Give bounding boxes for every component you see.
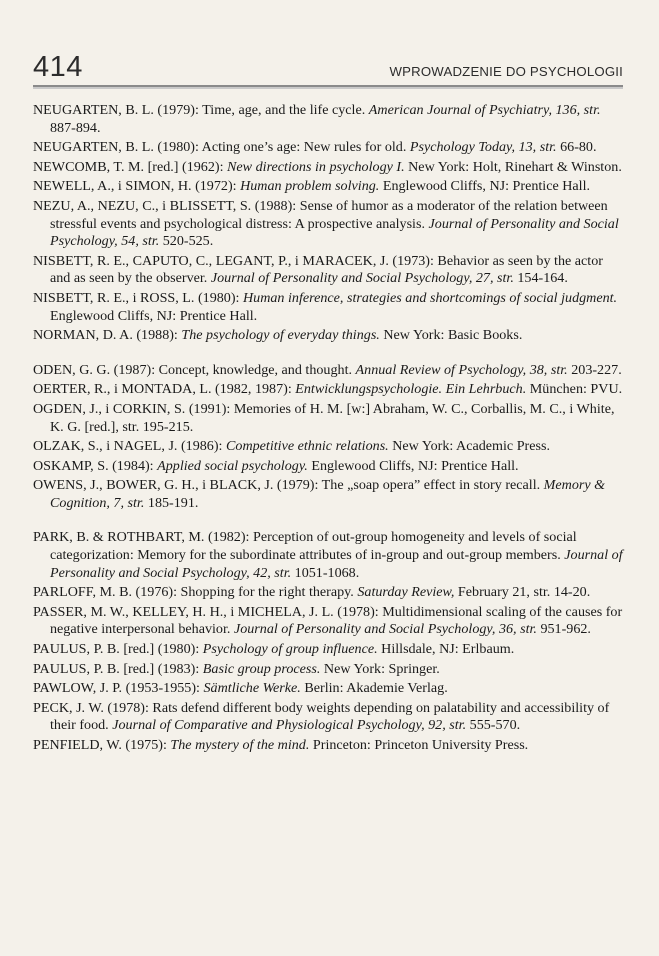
reference-title: Journal of Personality and Social Psychology, 27, str.	[210, 270, 514, 287]
reference-text: Princeton: Princeton University Press.	[309, 737, 529, 753]
reference-text: PAULUS, P. B. [red.] (1983):	[33, 660, 203, 677]
reference-entry	[33, 604, 623, 639]
reference-text: PASSER, M. W., KELLEY, H. H., i MICHELA, J. L. (1978): Multidimensional scaling of the causes for negative interpersonal behavior.	[33, 603, 623, 638]
reference-text: PAWLOW, J. P. (1953-1955):	[33, 680, 204, 697]
reference-text: OWENS, J., BOWER, G. H., i BLACK, J. (1979): The „soap opera” effect in story recall.	[33, 477, 544, 494]
reference-text: ODEN, G. G. (1987): Concept, knowledge, and thought.	[33, 361, 356, 378]
reference-text: NISBETT, R. E., i ROSS, L. (1980):	[33, 289, 243, 306]
reference-title: Journal of Personality and Social Psychology, 36, str.	[233, 621, 537, 638]
reference-entry	[33, 641, 623, 659]
reference-title: Annual Review of Psychology, 38, str.	[355, 361, 568, 378]
book-page	[33, 52, 623, 757]
reference-title: New directions in psychology I.	[227, 158, 405, 175]
reference-entry	[33, 327, 623, 345]
reference-text: 951-962.	[536, 621, 591, 638]
reference-text: 555-570.	[466, 717, 521, 734]
reference-title: Basic group process.	[202, 660, 321, 677]
reference-text: Hillsdale, NJ: Erlbaum.	[377, 641, 515, 658]
page-number: 414	[33, 51, 83, 83]
reference-text: PENFIELD, W. (1975):	[33, 737, 171, 753]
reference-title: Journal of Personality and Social Psychology, 42, str.	[50, 547, 623, 581]
reference-text: NEWCOMB, T. M. [red.] (1962):	[33, 158, 228, 175]
reference-entry	[33, 139, 623, 157]
reference-entry	[33, 290, 623, 325]
reference-title: Journal of Comparative and Physiological Psychology, 92, str.	[112, 717, 467, 734]
reference-text: Englewood Cliffs, NJ: Prentice Hall.	[379, 178, 591, 195]
reference-title: Sämtliche Werke.	[203, 680, 301, 697]
reference-entry	[33, 700, 623, 735]
reference-text: New York: Springer.	[320, 660, 440, 677]
reference-entry	[33, 584, 623, 602]
reference-text: New York: Basic Books.	[379, 327, 523, 344]
reference-title: Psychology Today, 13, str.	[409, 139, 557, 156]
reference-title: Memory & Cognition, 7, str.	[50, 477, 606, 511]
reference-entry	[33, 477, 623, 512]
reference-title: American Journal of Psychiatry, 136, str.	[368, 102, 601, 118]
reference-title: Journal of Personality and Social Psychology, 54, str.	[50, 215, 619, 250]
reference-text: 66-80.	[556, 139, 597, 156]
reference-title: Saturday Review,	[357, 584, 455, 601]
reference-list	[33, 102, 623, 755]
reference-entry	[33, 381, 623, 399]
reference-text: 154-164.	[513, 270, 568, 287]
reference-text: New York: Academic Press.	[388, 438, 550, 455]
reference-text: Englewood Cliffs, NJ: Prentice Hall.	[50, 307, 258, 324]
reference-title: Applied social psychology.	[157, 457, 308, 474]
reference-entry	[33, 362, 623, 380]
reference-entry	[33, 198, 623, 251]
reference-text: Englewood Cliffs, NJ: Prentice Hall.	[307, 457, 519, 474]
reference-entry	[33, 458, 623, 476]
reference-text: New York: Holt, Rinehart & Winston.	[404, 158, 622, 175]
reference-text: PAULUS, P. B. [red.] (1980):	[33, 641, 203, 658]
reference-text: NEZU, A., NEZU, C., i BLISSETT, S. (1988): Sense of humor as a moderator of the relation between stressful events and psychological distress: A prospective analysis.	[33, 197, 608, 232]
reference-text: OGDEN, J., i CORKIN, S. (1991): Memories of H. M. [w:] Abraham, W. C., Corballis, M. C., i White, K. G. [red.], str. 195-215.	[33, 400, 615, 435]
reference-text: 185-191.	[144, 494, 199, 511]
reference-text: PARLOFF, M. B. (1976): Shopping for the right therapy.	[33, 584, 358, 601]
reference-title: The mystery of the mind.	[170, 737, 310, 753]
reference-entry	[33, 438, 623, 456]
reference-title: Competitive ethnic relations.	[226, 438, 389, 455]
running-title: WPROWADZENIE DO PSYCHOLOGII	[389, 64, 623, 79]
reference-entry	[33, 529, 623, 582]
reference-text: 887-894.	[50, 119, 101, 136]
reference-text: February 21, str. 14-20.	[454, 584, 591, 601]
reference-text: OLZAK, S., i NAGEL, J. (1986):	[33, 438, 226, 455]
reference-text: NEUGARTEN, B. L. (1979): Time, age, and the life cycle.	[33, 102, 369, 118]
reference-entry	[33, 737, 623, 755]
reference-entry	[33, 178, 623, 196]
reference-title: Entwicklungspsychologie. Ein Lehrbuch.	[295, 381, 527, 398]
reference-entry	[33, 661, 623, 679]
reference-title: Human problem solving.	[240, 178, 380, 195]
reference-entry	[33, 253, 623, 288]
reference-entry	[33, 401, 623, 436]
reference-text: 203-227.	[567, 361, 622, 378]
reference-entry	[33, 680, 623, 698]
reference-text: 1051-1068.	[291, 564, 360, 581]
reference-entry	[33, 159, 623, 177]
reference-title: The psychology of everyday things.	[181, 327, 380, 344]
reference-text: NEUGARTEN, B. L. (1980): Acting one’s age: New rules for old.	[33, 139, 410, 156]
reference-text: NISBETT, R. E., CAPUTO, C., LEGANT, P., i MARACEK, J. (1973): Behavior as seen by the actor and as seen by the observer.	[33, 252, 603, 287]
reference-title: Psychology of group influence.	[202, 641, 378, 658]
reference-title: Human inference, strategies and shortcomings of social judgment.	[242, 289, 618, 306]
reference-text: NORMAN, D. A. (1988):	[33, 327, 182, 344]
reference-text: PARK, B. & ROTHBART, M. (1982): Perception of out-group homogeneity and levels of social categorization: Memory for the subordinate attributes of in-group and out-group members.	[33, 529, 577, 564]
page-header	[33, 52, 623, 87]
reference-entry	[33, 102, 623, 137]
reference-text: NEWELL, A., i SIMON, H. (1972):	[33, 178, 241, 195]
reference-text: Berlin: Akademie Verlag.	[300, 680, 448, 697]
reference-text: PECK, J. W. (1978): Rats defend different body weights depending on palatability and accessibility of their food.	[33, 699, 610, 734]
reference-text: OSKAMP, S. (1984):	[33, 457, 158, 474]
reference-text: OERTER, R., i MONTADA, L. (1982, 1987):	[33, 381, 296, 398]
reference-text: 520-525.	[159, 233, 214, 250]
reference-text: München: PVU.	[526, 381, 623, 398]
